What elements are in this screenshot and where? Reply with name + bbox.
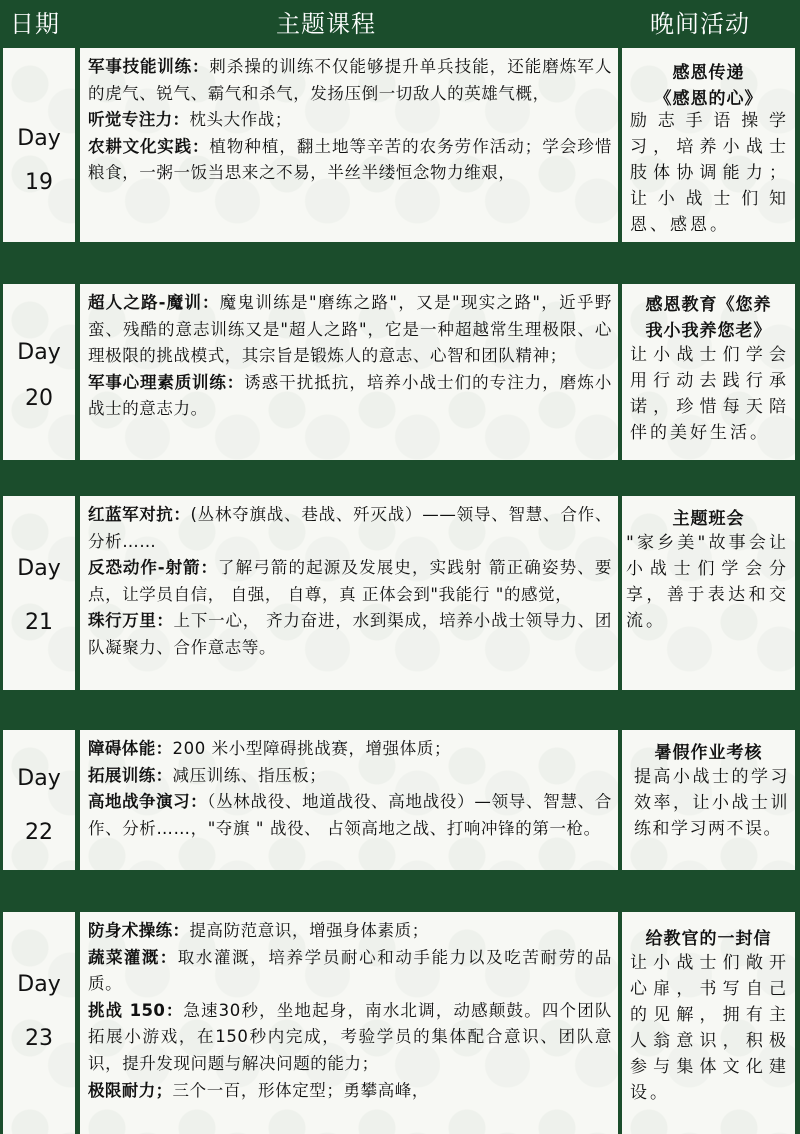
course-item-text: (丛林夺旗战、巷战、歼灭战）——领导、智慧、合作、分析…… <box>88 505 612 551</box>
evening-cell-19 <box>622 48 795 242</box>
course-item-text: 取水灌溉，培养学员耐心和动手能力以及吃苦耐劳的品质。 <box>88 947 613 994</box>
course-item-text: 枕头大作战； <box>189 110 293 130</box>
evening-title: 感恩传递 <box>672 63 745 83</box>
day-word: Day <box>17 972 61 997</box>
day-cell-19 <box>3 48 75 242</box>
day-cell-22 <box>3 730 75 870</box>
course-item-title: 红蓝军对抗： <box>88 505 191 524</box>
course-cell-22 <box>80 730 618 870</box>
day-word: Day <box>17 340 61 365</box>
evening-cell-20 <box>622 284 795 460</box>
evening-cell-22 <box>622 730 795 870</box>
course-item-title: 军事心理素质训练： <box>88 372 245 392</box>
course-text <box>88 736 612 842</box>
course-item-title: 障碍体能： <box>88 739 173 758</box>
course-item-title: 珠行万里： <box>88 611 174 631</box>
course-item-title: 听觉专注力： <box>88 110 190 130</box>
day-cell-20 <box>3 284 75 460</box>
evening-text: 励志手语操学习，培养小战士肢体协调能力；让小战士们知恩、感恩。 <box>630 111 789 235</box>
course-item-text: （丛林战役、地道战役、高地战役）—领导、智慧、合作、分析……，"夺旗 " 战役、 占领高地之战、打响冲锋的第一枪。 <box>88 792 612 838</box>
course-item-text: 魔鬼训练是"磨练之路"，又是"现实之路"，近乎野蛮、残酷的意志训练又是"超人之路"，它是一种超越常生理极限、心理极限的挑战模式，其宗旨是锻炼人的意志、心智和团队精神； <box>88 293 612 366</box>
course-cell-20 <box>80 284 618 460</box>
day-number: 22 <box>25 820 53 845</box>
course-item-text: 急速30秒，坐地起身，南水北调，动感颠鼓。四个团队拓展小游戏，在150秒内完成，考验学员的集体配合意识、团队意识，提升发现问题与解决问题的能力； <box>88 1000 612 1073</box>
course-item-title: 高地战争演习： <box>88 792 208 812</box>
course-item-title: 反恐动作-射箭： <box>88 558 218 578</box>
evening-title: 主题班会 <box>672 509 745 529</box>
course-cell-19 <box>80 48 618 242</box>
evening-title: 给教官的一封信 <box>645 929 772 949</box>
course-item-title: 农耕文化实践： <box>88 136 210 156</box>
course-text <box>88 502 612 662</box>
day-word: Day <box>17 126 61 151</box>
table-header <box>0 0 800 44</box>
course-text <box>88 918 612 1104</box>
course-item-text: 提高防范意识，增强身体素质； <box>189 921 429 940</box>
header-course: 主题课程 <box>276 10 376 38</box>
evening-cell-23 <box>622 912 795 1134</box>
course-item-text: 200 米小型障碍挑战赛，增强体质； <box>172 739 452 758</box>
course-item-title: 极限耐力； <box>88 1080 173 1100</box>
day-word: Day <box>17 556 61 581</box>
course-item-title: 超人之路-魔训： <box>88 293 220 312</box>
course-text <box>88 290 612 423</box>
course-item-title: 蔬菜灌溉： <box>88 947 178 967</box>
course-item-text: 减压训练、指压板； <box>172 765 327 785</box>
course-item-title: 挑战 150： <box>88 1000 184 1020</box>
header-date: 日期 <box>10 10 60 38</box>
evening-text: 让小战士们敞开心扉，书写自己的见解，拥有主人翁意识，积极参与集体文化建设。 <box>630 953 789 1103</box>
day-cell-23 <box>3 912 75 1134</box>
evening-title: 《感恩的心》 <box>654 89 763 109</box>
evening-title: 感恩教育《您养 <box>645 295 772 315</box>
course-item-text: 刺杀操的训练不仅能够提升单兵技能，还能磨炼军人的虎气、锐气、霸气和杀气，发扬压倒一切敌人的英雄气概， <box>88 57 612 103</box>
evening-title: 我小我养您老》 <box>645 321 772 341</box>
evening-text: "家乡美"故事会让小战士们学会分享，善于表达和交流。 <box>626 533 789 631</box>
course-item-title: 军事技能训练： <box>88 57 210 76</box>
evening-text: 提高小战士的学习效率，让小战士训练和学习两不误。 <box>634 767 789 839</box>
course-item-text: 三个一百，形体定型；勇攀高峰， <box>172 1080 429 1100</box>
header-evening: 晚间活动 <box>650 10 750 38</box>
course-item-text: 植物种植，翻土地等辛苦的农务劳作活动；学会珍惜粮食，一粥一饭当思来之不易，半丝半缕恒念物力维艰， <box>88 136 612 183</box>
course-item-title: 拓展训练： <box>88 765 173 785</box>
course-item-text: 了解弓箭的起源及发展史，实践射 箭正确姿势、要点，让学员自信， 自强， 自尊，真 正体会到"我能行 "的感觉， <box>88 558 612 604</box>
course-text <box>88 54 612 187</box>
day-number: 21 <box>25 610 53 635</box>
day-number: 19 <box>25 170 53 195</box>
evening-title: 暑假作业考核 <box>654 743 763 763</box>
day-cell-21 <box>3 496 75 690</box>
day-word: Day <box>17 766 61 791</box>
evening-text: 让小战士们学会用行动去践行承诺，珍惜每天陪伴的美好生活。 <box>630 345 789 443</box>
evening-cell-21 <box>622 496 795 690</box>
course-item-text: 上下一心， 齐力奋进，水到渠成，培养小战士领导力、团队凝聚力、合作意志等。 <box>88 611 612 657</box>
course-cell-21 <box>80 496 618 690</box>
course-item-title: 防身术操练： <box>88 921 190 940</box>
day-number: 20 <box>25 386 53 411</box>
course-cell-23 <box>80 912 618 1134</box>
course-item-text: 诱惑干扰抵抗，培养小战士们的专注力，磨炼小战士的意志力。 <box>88 372 612 419</box>
day-number: 23 <box>25 1026 53 1051</box>
